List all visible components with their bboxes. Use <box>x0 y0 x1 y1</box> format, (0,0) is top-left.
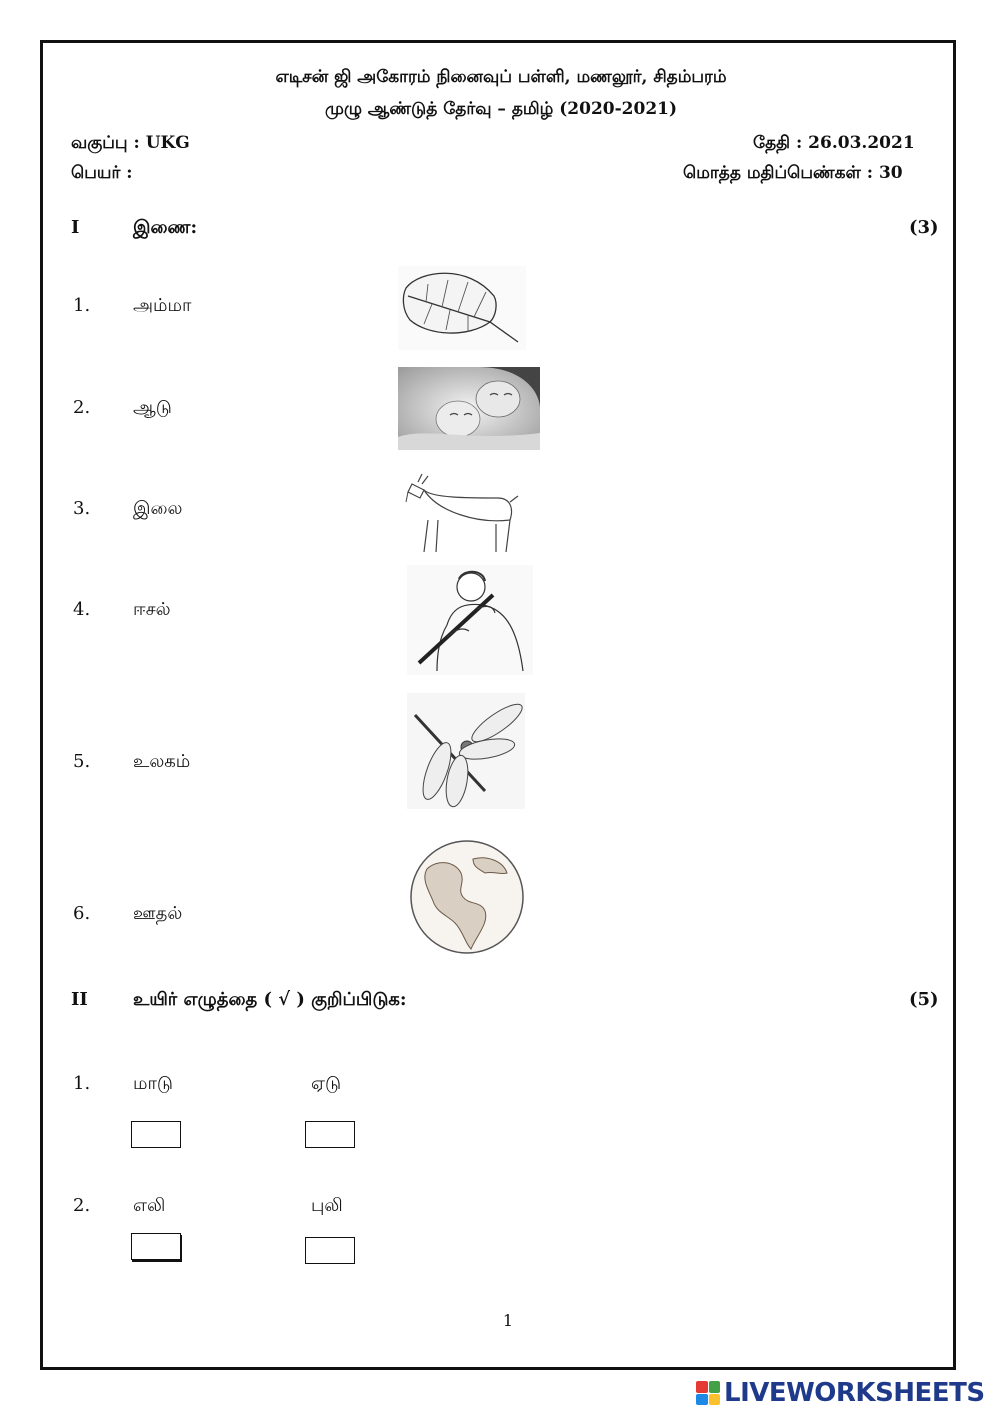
section-1-marks: (3) <box>909 217 939 238</box>
match-item-word: ஊதல் <box>133 903 183 924</box>
question-number: 1. <box>73 1073 91 1094</box>
match-item-number: 1. <box>73 295 91 316</box>
option-a-word: மாடு <box>133 1073 173 1094</box>
tick-box-option-a[interactable] <box>131 1233 181 1260</box>
section-2-number: II <box>71 989 88 1010</box>
flute-player-picture <box>407 565 533 675</box>
question-number: 2. <box>73 1195 91 1216</box>
total-marks-label: மொத்த மதிப்பெண்கள் : 30 <box>683 163 903 183</box>
match-item-word: அம்மா <box>133 295 192 316</box>
match-item-number: 6. <box>73 903 91 924</box>
match-item-word: இலை <box>133 498 183 519</box>
exam-title: முழு ஆண்டுத் தேர்வு – தமிழ் (2020-2021) <box>324 99 678 119</box>
option-b-word: புலி <box>311 1195 343 1216</box>
match-item-word: ஈசல் <box>133 599 171 620</box>
mother-and-baby-picture <box>398 367 540 450</box>
date-label: தேதி : 26.03.2021 <box>753 133 915 153</box>
liveworksheets-logo <box>696 1378 985 1408</box>
school-name: எடிசன் ஜி அகோரம் நினைவுப் பள்ளி, மணலூர், சிதம்பரம் <box>275 67 727 87</box>
section-2-marks: (5) <box>909 989 939 1010</box>
match-item-number: 5. <box>73 751 91 772</box>
name-label: பெயர் : <box>71 163 133 183</box>
section-2-title: உயிர் எழுத்தை ( √ ) குறிப்பிடுக: <box>133 989 407 1010</box>
match-item-word: உலகம் <box>133 751 191 772</box>
page-number: 1 <box>502 1311 514 1330</box>
tick-box-option-b[interactable] <box>305 1237 355 1264</box>
match-item-number: 2. <box>73 397 91 418</box>
dragonfly-picture <box>407 693 525 809</box>
goat-picture <box>398 468 526 558</box>
match-item-word: ஆடு <box>133 397 172 418</box>
option-b-word: ஏடு <box>311 1073 342 1094</box>
worksheet-page <box>40 40 956 1370</box>
brand-icon <box>696 1381 720 1405</box>
leaf-picture <box>398 266 526 350</box>
section-1-title: இணை: <box>133 217 198 238</box>
match-item-number: 4. <box>73 599 91 620</box>
brand-name: LIVEWORKSHEETS <box>724 1378 985 1408</box>
tick-box-option-a[interactable] <box>131 1121 181 1148</box>
match-item-number: 3. <box>73 498 91 519</box>
class-label: வகுப்பு : UKG <box>71 133 190 153</box>
section-1-number: I <box>71 217 80 238</box>
globe-picture <box>407 839 527 955</box>
tick-box-option-b[interactable] <box>305 1121 355 1148</box>
option-a-word: எலி <box>133 1195 166 1216</box>
